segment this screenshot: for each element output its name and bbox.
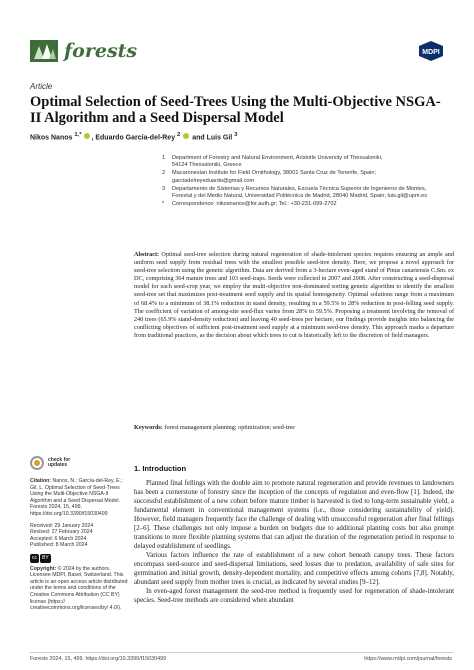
dates — [30, 523, 130, 549]
received-date: Received: 29 January 2024 — [30, 522, 94, 529]
author-list — [30, 132, 237, 141]
accepted-date: Accepted: 6 March 2024 — [30, 535, 87, 542]
orcid-icon[interactable] — [84, 133, 90, 139]
revised-date: Revised: 27 February 2024 — [30, 529, 93, 536]
affiliation-number: 3 — [162, 185, 166, 192]
footer-citation[interactable]: Forests 2024, 15, 499. https://doi.org/10.3390/f15030499 — [30, 656, 167, 662]
affiliation-text: Department of Forestry and Natural Environment, Aristotle University of Thessaloniki, 54124 Thessaloniki, Greece — [172, 155, 383, 169]
abstract-text: Optimal seed-tree selection during natural regeneration of shade-intolerant species requires ensuring an ample and uniform seed supply from residual trees with the smallest possible seed-tree density. Here, we propose a novel approach for seed-tree selection using the genetic algorithm. Data are derived from a 3-hectare even-aged stand of Pinus canariensis C.Sm. ex DC, comprising 364 mature trees and 103 seed-traps. Seeds were collected in 2007 and 2008. After constructing a seed-dispersal model for each seed-crop year, we employ the multi-objective non-dominated sorting genetic algorithm to identify the smallest seed-tree set that maximizes post-treatment seed supply and its spatial homogeneity. Optimal solutions range from a maximum of 68.4% to a minimum of 38.1% reduction in stand density, resulting in a 59.5% to 28% reduction in post-felling seed supply. The coefficient of variation of among-site seed-flux varies from 28% to 59.5%. Proposing a treatment involving the removal of 240 trees (65.9% stand-density reduction) and leaving 40 seed-trees per hectare, our findings provide insights into balancing the conflicting objectives of sufficient post-treatment seed supply at a minimum seed-tree density. This approach marks a departure from traditional practices, as the decision about which trees to cut is historically left to the discretion of field managers. — [134, 251, 454, 339]
citation — [30, 478, 130, 518]
affiliation-number: * — [162, 201, 165, 208]
paragraph: Planned final fellings with the double aim to promote natural regeneration and provide revenues to landowners has been a cornerstone of forestry since the inception of the concepts of regulation and even-flow [1]. Indeed, the successful establishment of a new cohort before mature timber is harvested is tied to long-term sustainable yield, a fundamental element in conventional management systems (i.e., those considering sustainability of yield). However, field managers frequently face the challenge of dealing with unsuccessful regeneration after final fellings [2–6]. These challenges not only impose a burden on budgets due to additional planting costs but also prompt transitions to more flexible planning systems that can adjust the duration of the regeneration period in response to delayed establishment of seedlings. — [134, 480, 454, 550]
affiliation-item — [162, 155, 452, 169]
footer-divider — [30, 652, 454, 653]
author-superscript: 3 — [234, 132, 238, 138]
author-name[interactable]: and Luis Gil — [190, 134, 233, 142]
author-superscript: 1,* — [74, 132, 82, 138]
tree-logo-icon — [30, 40, 58, 62]
affiliation-item — [162, 186, 452, 200]
citation-text[interactable]: Nanos, N.; García-del-Rey, E.; Gil, L. Optimal Selection of Seed-Trees Using the Multi-Objective NSGA-II Algorithm and a Seed Dispersal Model. Forests 2024, 15, 499. https://doi.org/10.3390/f15030499 — [30, 478, 123, 517]
article-sidebar — [30, 456, 130, 617]
author-name[interactable]: Nikos Nanos — [30, 134, 73, 142]
journal-name: forests — [64, 40, 138, 62]
affiliation-item — [162, 201, 452, 208]
affiliations — [162, 155, 452, 209]
cc-label: cc — [32, 554, 37, 561]
introduction-body — [134, 479, 454, 605]
paper-title: Optimal Selection of Seed-Trees Using the Multi-Objective NSGA-II Algorithm and a Seed Dispersal Model — [30, 94, 441, 126]
published-date: Published: 8 March 2024 — [30, 542, 88, 549]
author-superscript: 2 — [177, 132, 181, 138]
journal-logo — [30, 40, 137, 62]
copyright-text: © 2024 by the authors. Licensee MDPI, Basel, Switzerland. This article is an open access article distributed under the terms and conditions of the Creative Commons Attribution (CC BY) license (https:// creativecommons.org/licenses/by/ 4.0/). — [30, 565, 128, 612]
orcid-icon[interactable] — [183, 133, 189, 139]
paragraph: In even-aged forest management the seed-tree method is frequently used for regeneration of shade-intolerant species. Seed-tree methods are considered when abundant — [134, 588, 454, 604]
footer-journal-link[interactable]: https://www.mdpi.com/journal/forests — [364, 656, 452, 662]
by-label: BY — [42, 554, 49, 561]
copyright-label: Copyright: — [30, 565, 57, 572]
citation-label: Citation: — [30, 478, 52, 484]
publisher-name: MDPI — [422, 49, 440, 56]
keywords-label: Keywords: — [134, 424, 163, 431]
check-for-updates-button[interactable] — [30, 456, 130, 470]
author-name[interactable]: , Eduardo García-del-Rey — [91, 134, 176, 142]
affiliation-text: Macaronesian Institute for Field Ornithology, 38001 Santa Cruz de Tenerife, Spain; garciadelreyeduardo@gmail.com — [172, 170, 377, 184]
correspondence-text: Correspondence: nikosnanos@for.auth.gr; Tel.: +30-231-099-2702 — [172, 201, 337, 208]
abstract — [134, 251, 454, 340]
affiliation-number: 1 — [162, 155, 166, 161]
affiliation-number: 2 — [162, 170, 166, 177]
affiliation-text: Departamento de Sistemas y Recursos Naturales, Escuela Técnica Superior de Ingenieros de Montes, Forestal y del Medio Natural, Universidad Politécnica de Madrid, 28040 Madrid, Spain; luis.gil@upm.es — [172, 185, 428, 200]
mdpi-logo-icon — [416, 40, 446, 62]
updates-icon — [30, 456, 44, 470]
keywords-text: forest management planning; optimization; seed-tree — [164, 424, 296, 431]
article-type: Article — [30, 82, 53, 91]
copyright — [30, 566, 130, 612]
cc-license-icon[interactable] — [30, 554, 51, 563]
section-heading: 1. Introduction — [134, 464, 187, 473]
affiliation-item — [162, 170, 452, 184]
updates-line2: updates — [48, 462, 68, 468]
updates-line1: check for — [48, 456, 71, 463]
abstract-label: Abstract: — [134, 251, 160, 258]
keywords — [134, 424, 454, 432]
paragraph: Various factors influence the rate of establishment of a new cohort beneath canopy trees. These factors encompass seed-source and seed-dispersal limitations, seed losses due to predation, availability of safe sites for germination and initial growth, density-dependent mortality, and competitive effects among cohorts [7,8]. Notably, abundant seed supply from mother trees is crucial, as indicated by several studies [9–12]. — [134, 552, 454, 586]
